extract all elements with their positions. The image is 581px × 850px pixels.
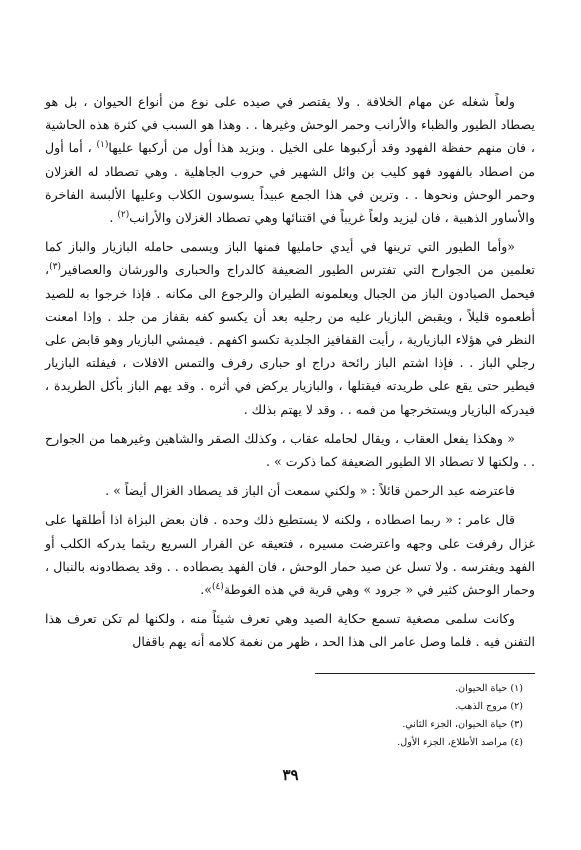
- footnote-item: (٢) مروج الذهب.: [454, 701, 523, 712]
- text-run: «وأما الطيور التي ترينها في أيدي حامليها فمنها الباز ويسمى حامله البازيار والباز كما تعلمين من الجوارح التي تفترس الطيور الضعيفة كالدراج والحبارى والورشان والعصافير: [45, 239, 535, 278]
- footnote-item: (٣) حياة الحيوان، الجزء الثاني.: [402, 719, 523, 730]
- text-run: ، أما أول من اصطاد بالفهود فهو كليب بن وائل الشهير في حروب الجاهلية . وهي تصطاد له الغزلان وحمر الوحش ونحوها . . وترين في هذا الجمع عبيداً يسوسون الكلاب وعليها الألبسة الفاخرة والأساور الذهبية ، فان ليزيد ولعاً غريباً في اقتنائها وهي تصطاد الغزلان والأرانب: [45, 140, 535, 226]
- footnote-item: (١) حياة الحيوان.: [455, 683, 523, 694]
- text-run: وكانت سلمى مصغية تسمع حكاية الصيد وهي تعرف شيئاً منه ، ولكنها لم تكن تعرف هذا التفنن فيه . فلما وصل عامر الى هذا الحد ، ظهر من نغمة كلامه أنه يهم باقفال: [45, 611, 535, 650]
- footnote-reference: (٣): [49, 262, 61, 273]
- text-run: فاعترضه عبد الرحمن قائلاً : « ولكني سمعت أن الباز قد يصطاد الغزال أيضاً » .: [105, 483, 515, 499]
- paragraph: [45, 508, 535, 601]
- footnote-divider: [315, 673, 535, 674]
- footnote-reference: (١): [96, 140, 109, 151]
- paragraph: [45, 479, 535, 502]
- text-run: قال عامر : « ربما اصطاده ، ولكنه لا يستطيع ذلك وحده . فان بعض البزاة اذا أطلقها على غزال رفرفت على وجهه واعترضت مسيره ، فتعيقه عن الفرار السريع ريثما يدركه الكلب أو الفهد ويفترسه . ولا تسل عن صيد حمار الوحش ، فان الفهد يصطاده . . وقد يصطادونه بالنبال ، وحمار الوحش كثير في « جرود » وهي قرية في هذه الغوطة: [45, 512, 535, 598]
- footnote-item: (٤) مراصد الأطلاع، الجزء الأول.: [397, 737, 523, 748]
- paragraph: [45, 607, 535, 653]
- paragraph: [45, 427, 535, 473]
- text-run: ، فيحمل الصيادون الباز من الجبال ويعلمونه الطيران والرجوع الى مكانه . فإذا خرجوا به للصيد أطعموه قليلاً ، ويقبض البازيار عليه من رجليه بعد أن يكسو كفه بقفاز من جلد . وإذا امعنت النظر في هؤلاء البازيارية ، رأيت القفافيز الجلدية تكسو اكفهم . فيمشي البازيار وهو قابض على رجلي الباز . . فإذا اشتم الباز رائحة دراج او حبارى رفرف والتمس الافلات ، فيفلته البازيار فيطير حتى يقع على طريدته فيقتلها ، والبازيار يركض في أثره . وقد يهم الباز بأكل الطريدة ، فيدركه البازيار ويستخرجها من فمه . . وقد لا يهتم بذلك .: [45, 262, 535, 417]
- footnotes: [223, 680, 523, 752]
- page-number: ٣٩: [282, 766, 299, 784]
- paragraph: [45, 235, 535, 421]
- text-run: ولعاً شغله عن مهام الخلافة . ولا يقتصر في صيده على نوع من أنواع الحيوان ، بل هو يصطاد الطيور والظباء والأرانب وحمر الوحش وغيرها . . وهذا هو السبب في كثرة هذه الحاشية ، فان منهم حفظة الفهود وقد أركبوها على الخيل . وبزيد هذا أول من أركبها عليها: [45, 94, 535, 156]
- text-run: « وهكذا يفعل العقاب ، ويقال لحامله عقاب ، وكذلك الصقر والشاهين وغيرهما من الجوارح . . ولكنها لا تصطاد الا الطيور الضعيفة كما ذكرت » .: [45, 430, 535, 470]
- body-text: [45, 90, 535, 654]
- paragraph: [45, 90, 535, 229]
- footnote-reference: (٤): [211, 581, 224, 592]
- text-run: ».: [200, 582, 212, 598]
- text-run: .: [109, 210, 118, 226]
- footnote-reference: (٢): [117, 209, 130, 220]
